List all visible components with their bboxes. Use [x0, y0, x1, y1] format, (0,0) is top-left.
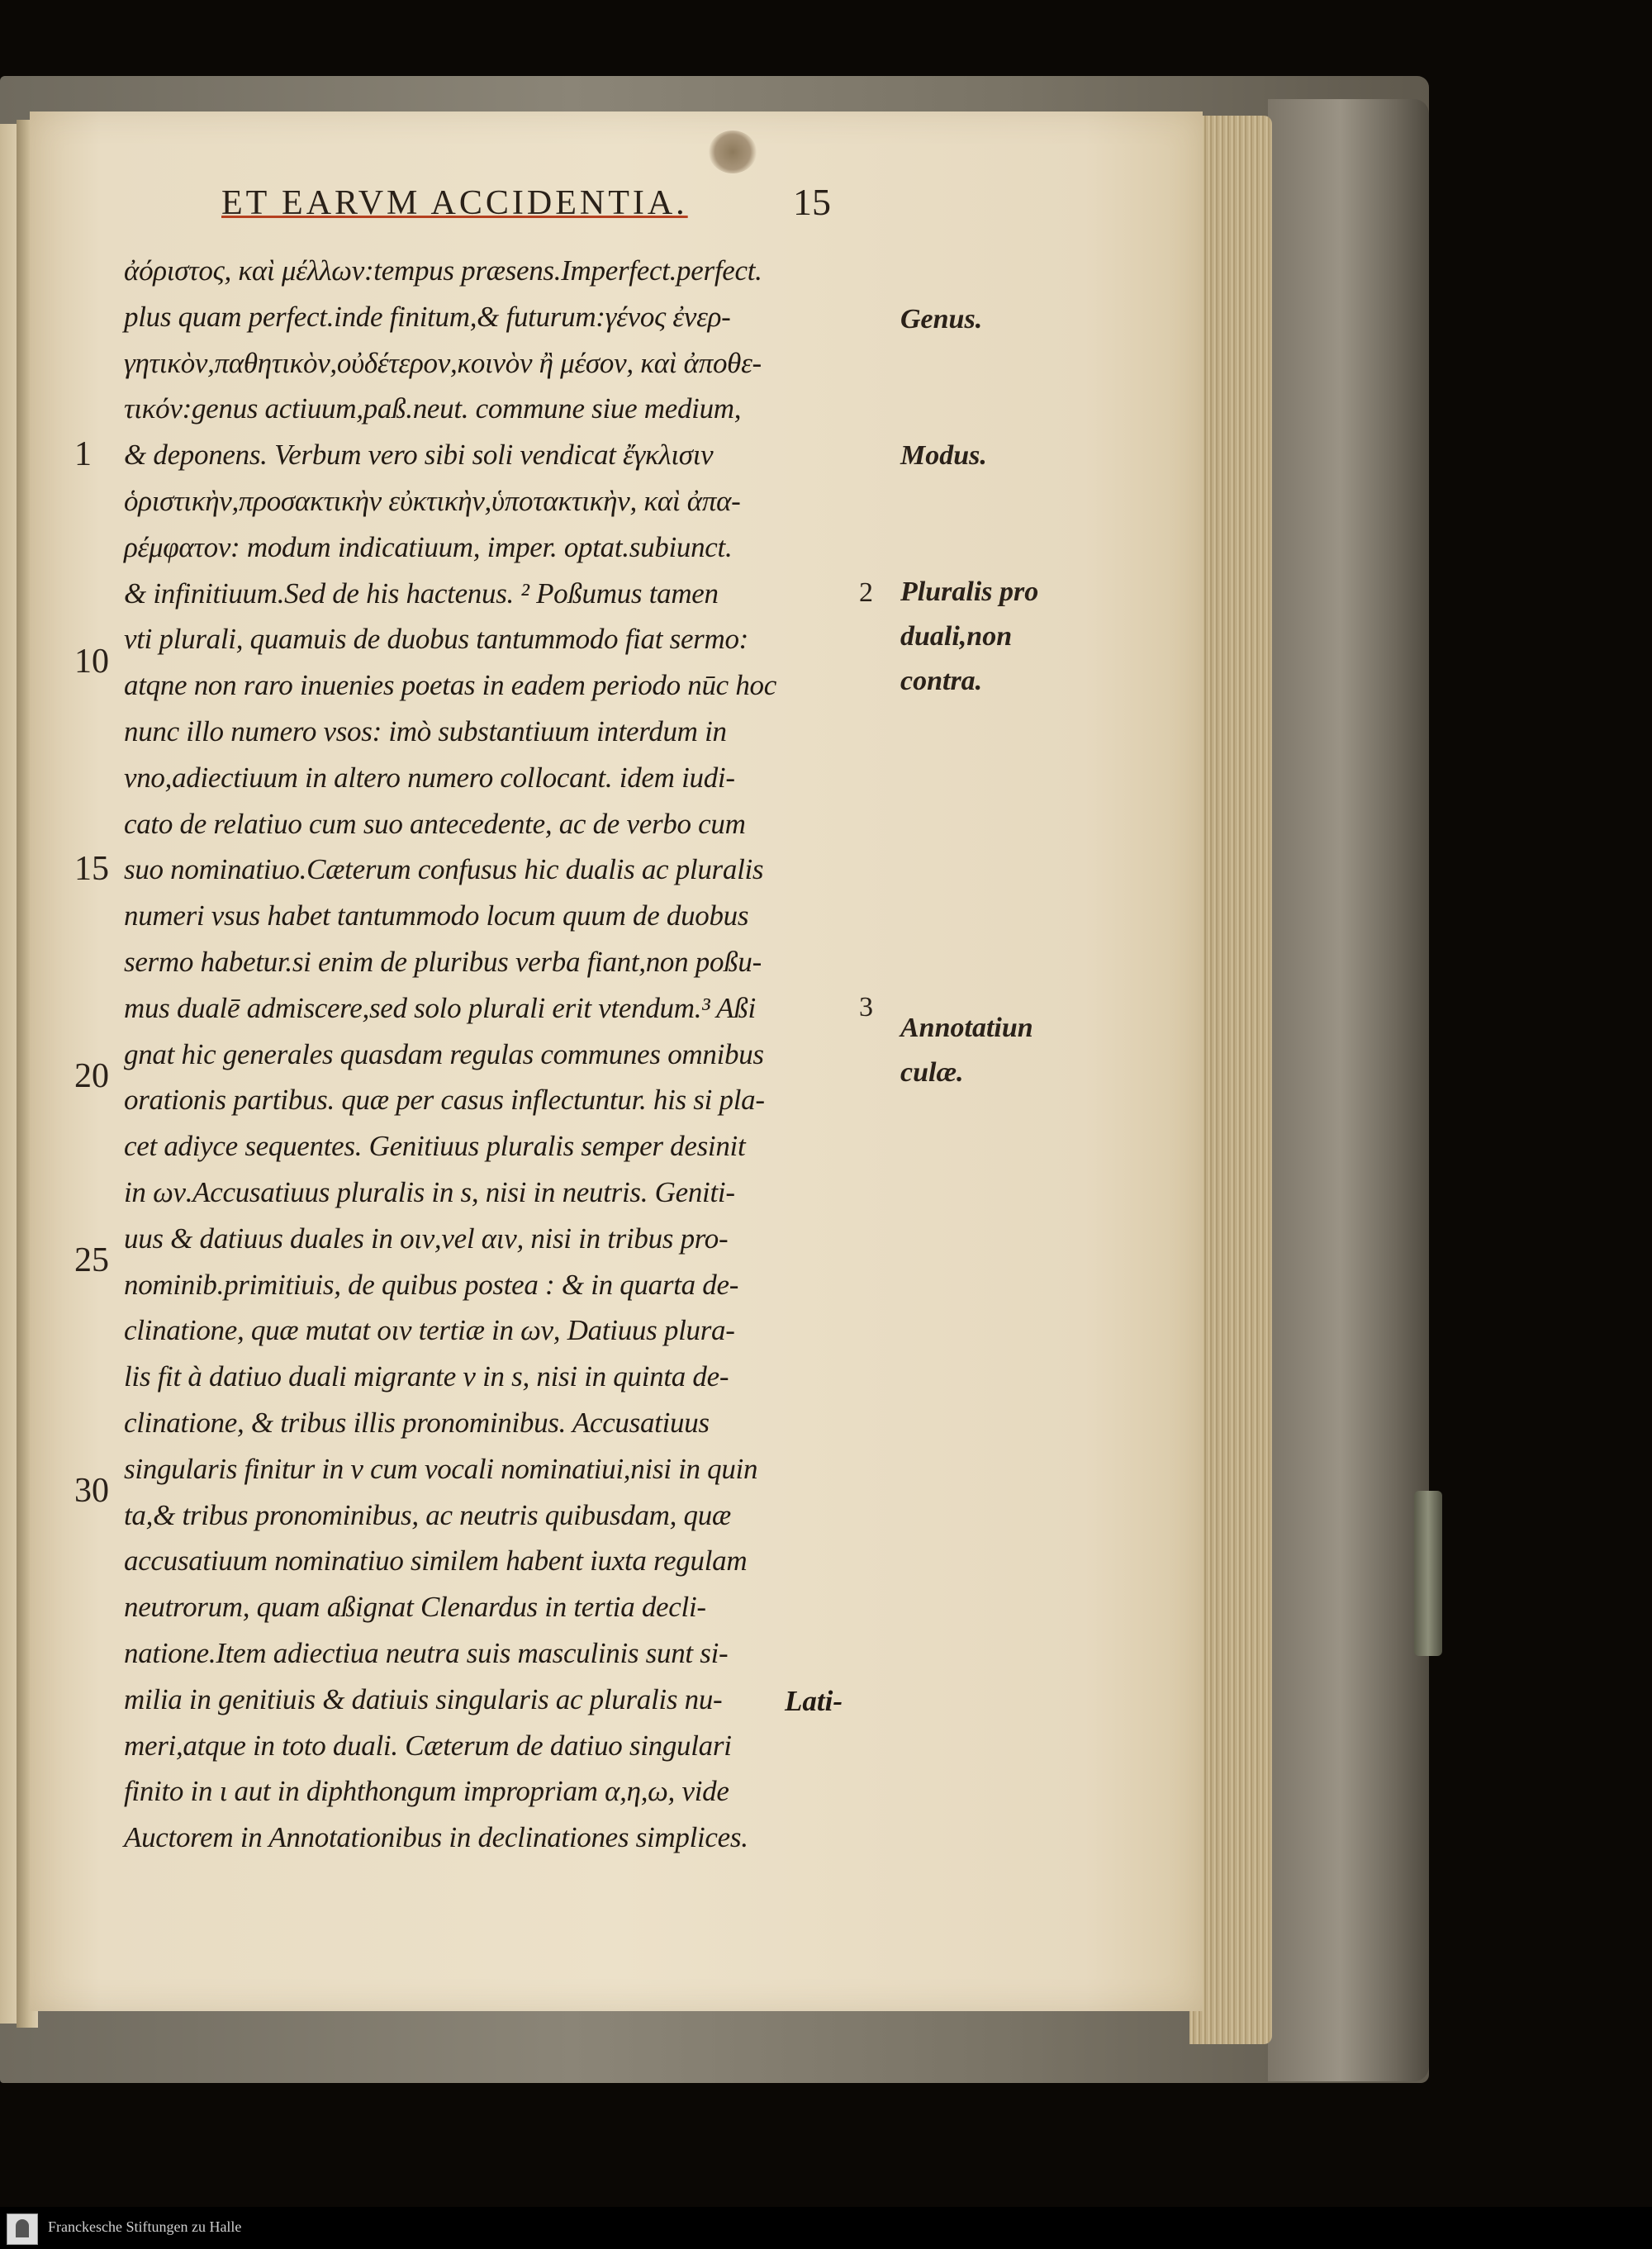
text-line: plus quam perfect.inde finitum,& futurum:γένος ἐνερ-: [124, 300, 731, 333]
clasp: [1414, 1491, 1442, 1656]
text-line: accusatiuum nominatiuo similem habent iuxta regulam: [124, 1544, 748, 1578]
margin-note-modus: Modus.: [900, 440, 987, 471]
text-line: nominib.primitiuis, de quibus postea : & in quarta de-: [124, 1268, 739, 1301]
text-line: mus dualē admiscere,sed solo plurali erit vtendum.³ Aßi: [124, 991, 756, 1024]
text-line: clinatione, quæ mutat οιν tertiæ in ων, Datiuus plura-: [124, 1314, 735, 1347]
margin-note-annotatiunculae: Annotatiunculæ.: [900, 1013, 1033, 1088]
text-line: nunc illo numero vsos: imò substantiuum interdum in: [124, 714, 727, 747]
line-number: 20: [74, 1057, 109, 1095]
text-line: vno,adiectiuum in altero numero collocant. idem iudi-: [124, 761, 735, 794]
margin-note-pluralis: Pluralis pro duali,non contra.: [900, 576, 1039, 696]
text-line: gnat hic generales quasdam regulas communes omnibus: [124, 1037, 764, 1070]
text-line: meri,atque in toto duali. Cæterum de datiuo singulari: [124, 1729, 732, 1762]
text-line: ὁριστικὴν,προσακτικὴν εὐκτικὴν,ὑποτακτικὴν, καὶ ἀπα-: [124, 484, 741, 517]
institution-logo-icon: [7, 2213, 38, 2245]
text-line: τικόν:genus actiuum,paß.neut. commune siue medium,: [124, 392, 742, 425]
text-line: cato de relatiuo cum suo antecedente, ac de verbo cum: [124, 807, 746, 840]
footer-bar: [0, 2207, 1652, 2249]
text-line: numeri vsus habet tantummodo locum quum de duobus: [124, 899, 749, 932]
text-line: sermo habetur.si enim de pluribus verba fiant,non poßu-: [124, 945, 762, 978]
cover-fore-edge: [1268, 99, 1429, 2081]
body-text: [124, 248, 867, 1861]
text-line: vti plurali, quamuis de duobus tantummodo fiat sermo:: [124, 623, 749, 656]
text-line: γητικὸν,παθητικὸν,οὐδέτερον,κοινὸν ἢ μέσον, καὶ ἀποθε-: [124, 346, 762, 379]
line-number: 10: [74, 643, 109, 681]
footer-credit: Franckesche Stiftungen zu Halle: [48, 2218, 242, 2235]
text-line: natione.Item adiectiua neutra suis masculinis sunt si-: [124, 1636, 729, 1669]
line-number: 25: [74, 1241, 109, 1279]
catchword: Lati-: [785, 1685, 843, 1717]
line-number: 1: [74, 435, 92, 473]
text-line: uus & datiuus duales in οιν,vel αιν, nisi in tribus pro-: [124, 1222, 729, 1255]
text-line: in ων.Accusatiuus pluralis in s, nisi in neutris. Geniti-: [124, 1175, 735, 1208]
line-number: 30: [74, 1472, 109, 1510]
text-line: neutrorum, quam aßignat Clenardus in tertia decli-: [124, 1591, 706, 1624]
text-line: & deponens. Verbum vero sibi soli vendicat ἔγκλισιν: [124, 439, 714, 472]
text-line: Auctorem in Annotationibus in declinationes simplices.: [124, 1821, 748, 1854]
text-line: clinatione, & tribus illis pronominibus. Accusatiuus: [124, 1406, 710, 1439]
text-line: & infinitiuum.Sed de his hactenus. ² Poßumus tamen: [124, 576, 719, 610]
text-line: finito in ι aut in diphthongum impropriam α,η,ω, vide: [124, 1775, 729, 1808]
text-line: milia in genitiuis & datiuis singularis ac pluralis nu-: [124, 1682, 723, 1715]
text-line: ta,& tribus pronominibus, ac neutris quibusdam, quæ: [124, 1498, 731, 1531]
paper-stain: [709, 130, 757, 173]
running-header: ET EARVM ACCIDENTIA.: [221, 184, 688, 222]
text-line: orationis partibus. quæ per casus inflectuntur. his si pla-: [124, 1084, 765, 1117]
text-line: ἀόριστος, καὶ μέλλων:tempus præsens.Imperfect.perfect.: [124, 254, 762, 287]
line-number: 15: [74, 850, 109, 888]
text-line: suo nominatiuo.Cæterum confusus hic dualis ac pluralis: [124, 853, 764, 886]
text-line: atqne non raro inuenies poetas in eadem periodo nūc hoc: [124, 669, 776, 702]
text-line: lis fit à datiuo duali migrante ν in s, nisi in quinta de-: [124, 1360, 729, 1393]
note-marker: 2: [859, 577, 873, 608]
text-line: cet adiyce sequentes. Genitiuus pluralis semper desinit: [124, 1130, 746, 1163]
page-number: 15: [793, 181, 831, 223]
note-marker: 3: [859, 992, 873, 1022]
text-line: ρέμφατον: modum indicatiuum, imper. optat.subiunct.: [124, 530, 733, 563]
text-line: singularis finitur in ν cum vocali nominatiui,nisi in quin: [124, 1452, 758, 1485]
margin-note-genus: Genus.: [900, 304, 983, 335]
